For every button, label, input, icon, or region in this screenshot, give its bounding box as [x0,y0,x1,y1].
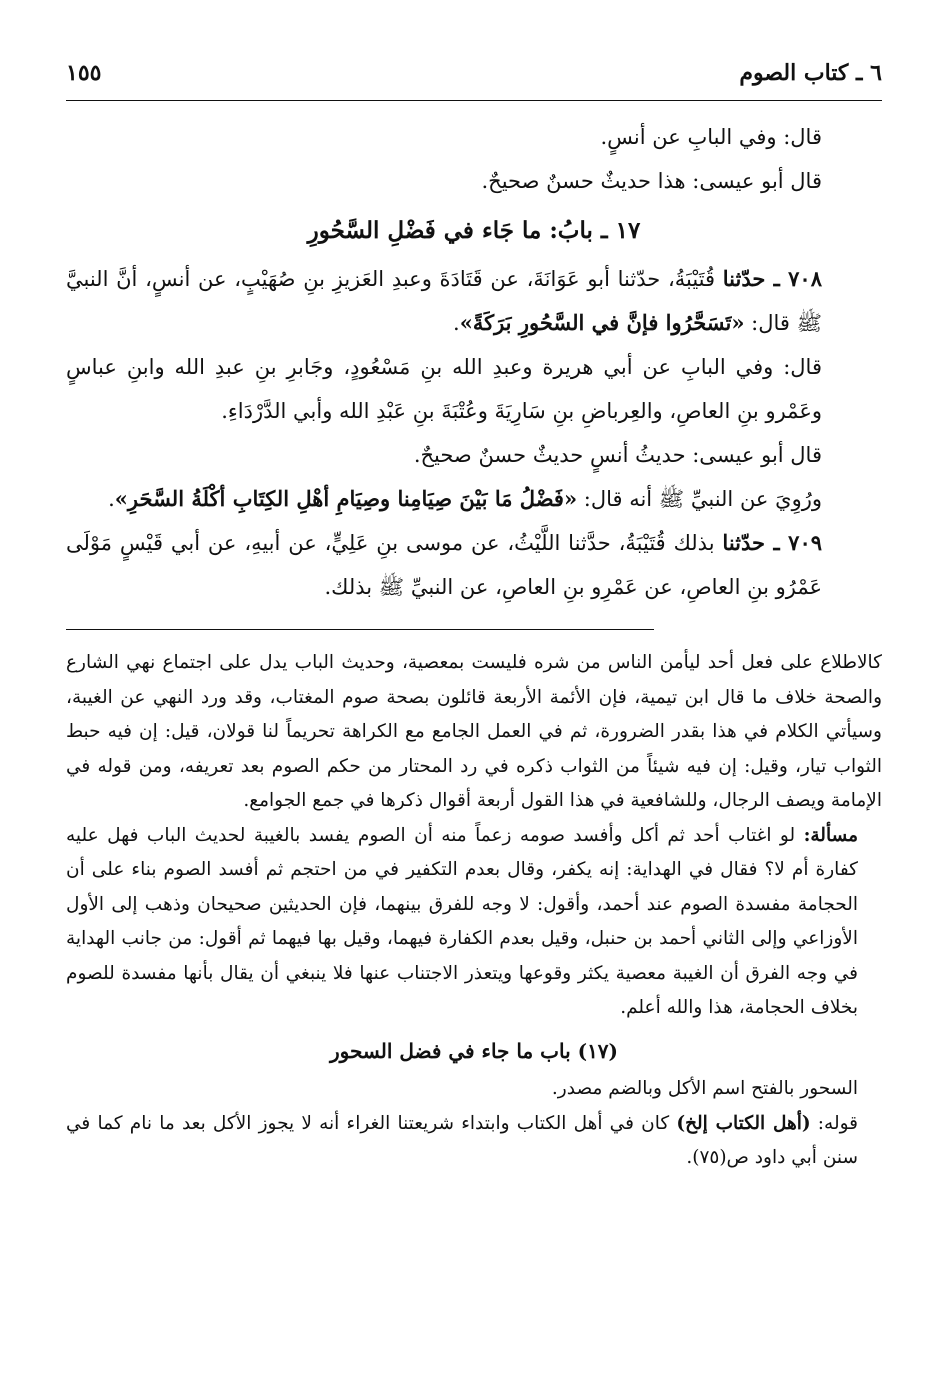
commentary-sahur: السحور بالفتح اسم الأكل وبالضم مصدر. [551,1078,858,1099]
page [66,60,882,1346]
qawluhu: قوله: [810,1112,858,1134]
hadith-709-text: بذلك قُتَيْبَةُ، حدَّثنا اللَّيْثُ، عن موسى بنِ عَلِيٍّ، عن أبيهِ، عن أبي قَيْسٍ مَوْلَى عَمْرُو بنِ العاصِ، عن عَمْرِو بنِ العاصِ، عن النبيِّ ﷺ بذلك. [66,531,822,599]
ruwiya-end: . [108,487,115,511]
commentary-ahl-alkitab [66,1107,882,1176]
hadith-708-number: ٧٠٨ ـ حدّثنا [722,266,822,291]
hadith-708-text: قُتَيْبَةُ، حدّثنا أبو عَوَانَةَ، عن قَتَادَةَ وعبدِ العَزيزِ بنِ صُهَيْبٍ، عن أنسٍ، أنَّ النبيَّ ﷺ قال: [66,267,822,335]
hadith-708-end: . [453,311,460,335]
hadith-709 [66,521,882,609]
hadith-708-quote: «تَسَحَّرُوا فإنَّ في السَّحُورِ بَرَكَةً» [459,310,745,335]
commentary-masala [66,819,882,1026]
commentary [66,646,882,1176]
ahl-alkitab-term: (أهل الكتاب إلخ) [676,1112,811,1134]
page-header [66,60,882,101]
masala-text: لو اغتاب أحد ثم أكل وأفسد صومه زعماً منه أن الصوم يفسد بالغيبة لحديث الباب فهل عليه كفارة أم لا؟ فقال في الهداية: إنه يكفر، وقال بعدم التكفير في من احتجم ثم أفسد الصوم بناء على أن الحجامة مفسدة الصوم عند أحمد، وأقول: لا وجه للفرق بينهما، فإن الحديثين صحيحان وذهب إلى الأول الأوزاعي وإلى الثاني أحمد بن حنبل، وقيل بعدم الكفارة فيهما، وقيل بها فيهما ثم أقول: من جانب الهداية في وجه الفرق أن الغيبة معصية يكثر وقوعها ويتعذر الاجتناب عنها فلا ينبغي أن يقال بأنها مفسدة للصوم بخلاف الحجامة، هذا والله أعلم. [66,824,858,1018]
paragraph-bab-list: قال: وفي البابِ عن أبي هريرة وعبدِ الله بنِ مَسْعُودٍ، وجَابرِ بنِ عبدِ الله وابنِ عباسٍ وعَمْرو بنِ العاصِ، والعِرباضِ بنِ سَارِيَةَ وعُتْبَةَ بنِ عَبْدِ الله وأبي الدَّرْدَاءِ. [66,355,822,423]
commentary-chapter-heading: (١٧) باب ما جاء في فضل السحور [329,1038,619,1063]
main-text [66,101,882,609]
paragraph-bab-anas: قال: وفي البابِ عن أنسٍ. [600,125,822,149]
chapter-heading: ١٧ ـ بابُ: ما جَاء في فَضْلِ السَّحُورِ [307,217,641,244]
paragraph-abu-isa-1: قال أبو عيسى: هذا حديثٌ حسنٌ صحيحٌ. [481,169,822,193]
paragraph-ruwiya [66,477,882,521]
hadith-708 [66,257,882,345]
paragraph-abu-isa-2: قال أبو عيسى: حديثُ أنسٍ حديثٌ حسنٌ صحيحٌ. [413,443,822,467]
running-title: ٦ ـ كتاب الصوم [739,60,882,86]
ruwiya-text: ورُوِيَ عن النبيِّ ﷺ أنه قال: [577,487,822,511]
page-number: ١٥٥ [66,60,102,86]
commentary-paragraph-1: كالاطلاع على فعل أحد ليأمن الناس من شره فليست بمعصية، وحديث الباب يدل على اجتماع نهي الشارع والصحة خلاف ما قال ابن تيمية، فإن الأئمة الأربعة قائلون بصحة صوم المغتاب، وقد ورد النهي عن الغيبة، وسيأتي الكلام في هذا بقدر الضرورة، ثم في العمل الجامع مع الكراهة تحريماً لنا قولان، قيل: إن فيه حبط الثواب تيار، وقيل: إن فيه شيئاً من الثواب ذكره في رد المحتار من حكم الصوم بعد تعريفه، ومن قوله في الإمامة ويصف الرجال، وللشافعية في هذا القول أربعة أقوال ذكرها في جمع الجوامع. [66,652,882,811]
hadith-709-number: ٧٠٩ ـ حدّثنا [722,530,823,555]
ruwiya-quote: «فَضْلُ مَا بَيْنَ صِيَامِنا وصِيَامِ أهْلِ الكِتَابِ أكْلَةُ السَّحَرِ» [114,486,578,511]
footnote-divider [66,629,654,630]
ahl-alkitab-text: كان في أهل الكتاب وابتداء شريعتنا الغراء أنه لا يجوز الأكل بعد ما نام كما في سنن أبي داود ص(٧٥). [66,1112,858,1168]
masala-label: مسألة: [803,824,858,846]
